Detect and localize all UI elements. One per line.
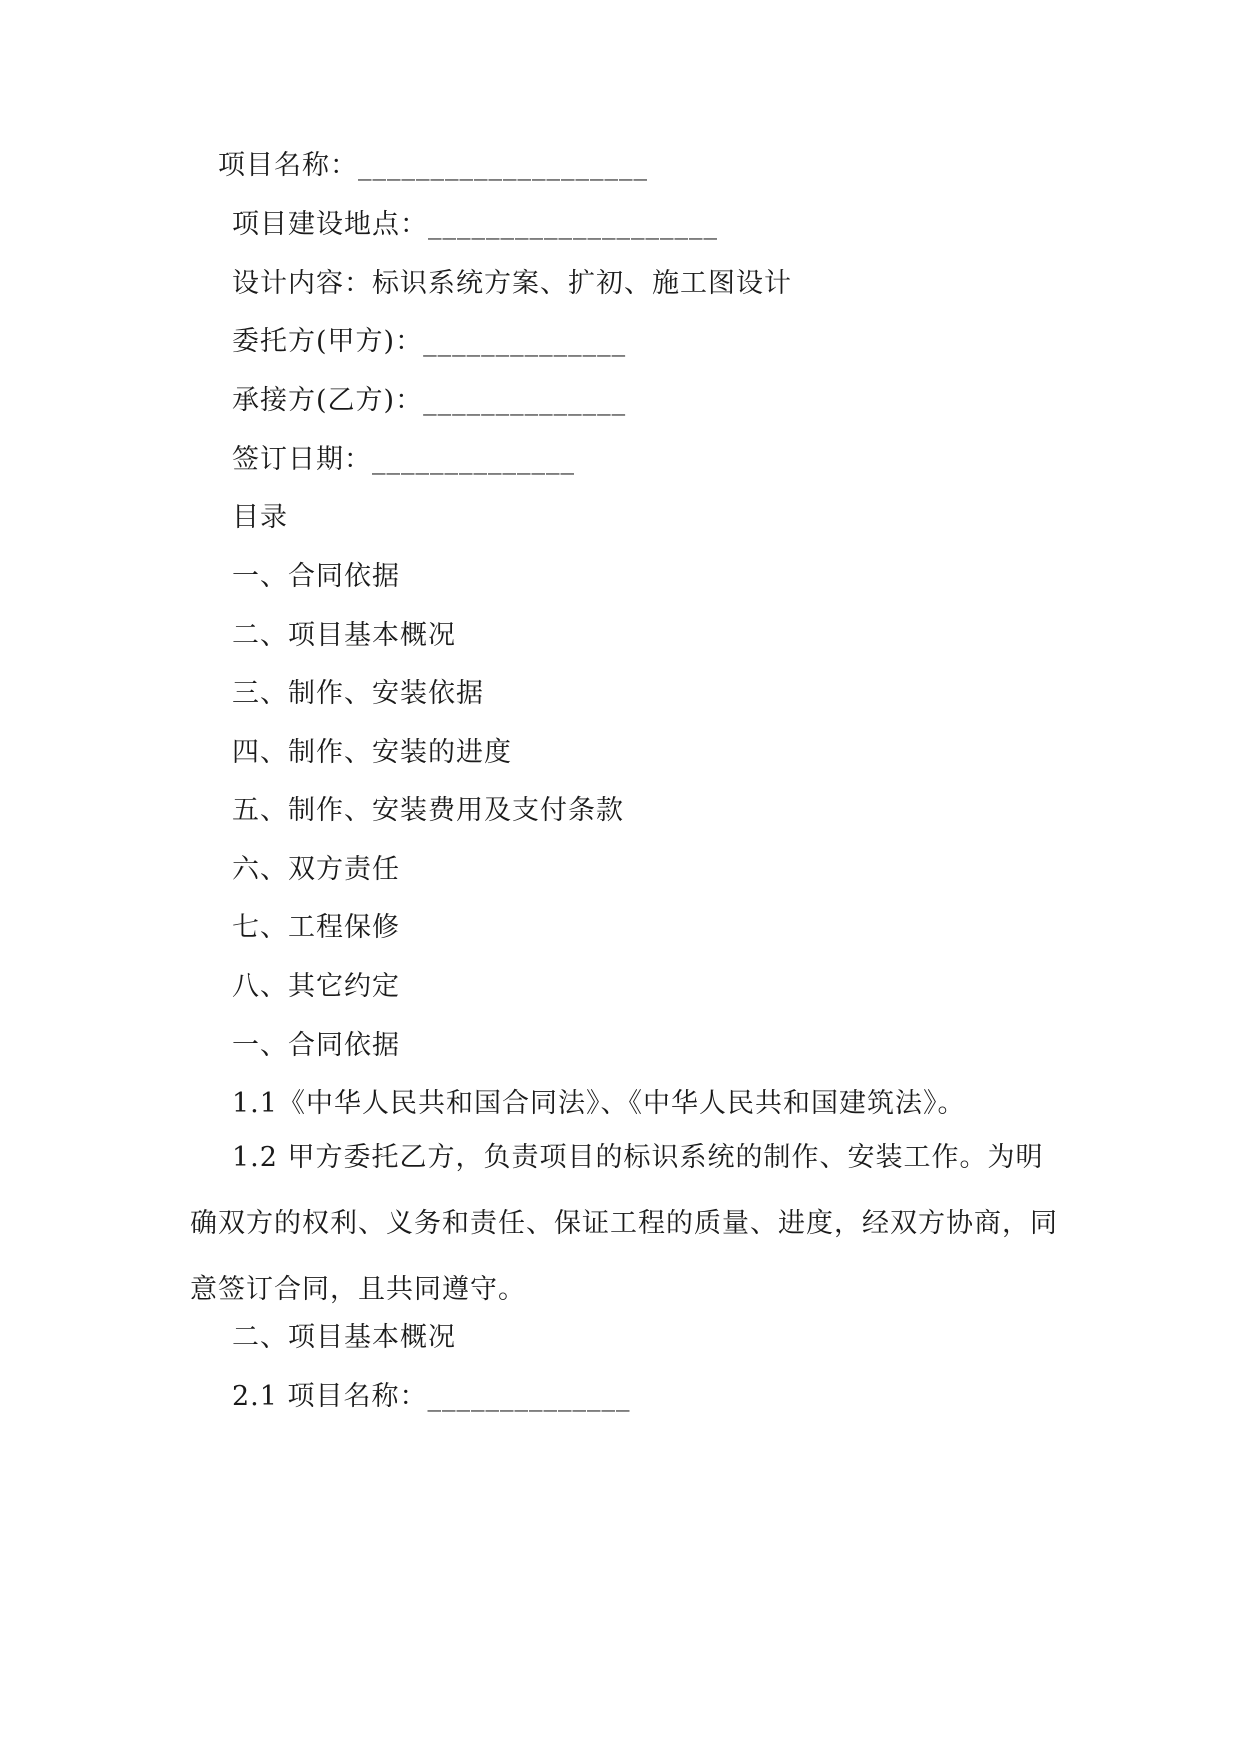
project-name-line: 项目名称：____________________ bbox=[218, 150, 648, 181]
toc-item: 一、合同依据 bbox=[232, 561, 400, 592]
clause-1-1: 1.1《中华人民共和国合同法》、《中华人民共和国建筑法》。 bbox=[232, 1088, 966, 1119]
toc-title: 目录 bbox=[232, 502, 288, 533]
signing-date-line: 签订日期：______________ bbox=[232, 444, 575, 475]
design-content-line: 设计内容：标识系统方案、扩初、施工图设计 bbox=[232, 268, 792, 299]
toc-item: 八、其它约定 bbox=[232, 971, 400, 1002]
clause-1-2: 1.2 甲方委托乙方，负责项目的标识系统的制作、安装工作。为明确双方的权利、义务和责任、保证工程的质量、进度，经双方协商，同意签订合同，且共同遵守。 bbox=[190, 1142, 1058, 1305]
toc-item: 七、工程保修 bbox=[232, 912, 400, 943]
toc-item: 六、双方责任 bbox=[232, 854, 400, 885]
toc-item: 五、制作、安装费用及支付条款 bbox=[232, 795, 624, 826]
section-heading: 一、合同依据 bbox=[232, 1030, 400, 1061]
clause-2-1: 2.1 项目名称：______________ bbox=[232, 1381, 631, 1412]
section-heading: 二、项目基本概况 bbox=[232, 1322, 456, 1353]
toc-item: 四、制作、安装的进度 bbox=[232, 737, 512, 768]
client-line: 委托方(甲方)：______________ bbox=[232, 326, 627, 357]
contractor-line: 承接方(乙方)：______________ bbox=[232, 385, 627, 416]
toc-item: 二、项目基本概况 bbox=[232, 620, 456, 651]
project-location-line: 项目建设地点：____________________ bbox=[232, 209, 718, 240]
toc-item: 三、制作、安装依据 bbox=[232, 678, 484, 709]
